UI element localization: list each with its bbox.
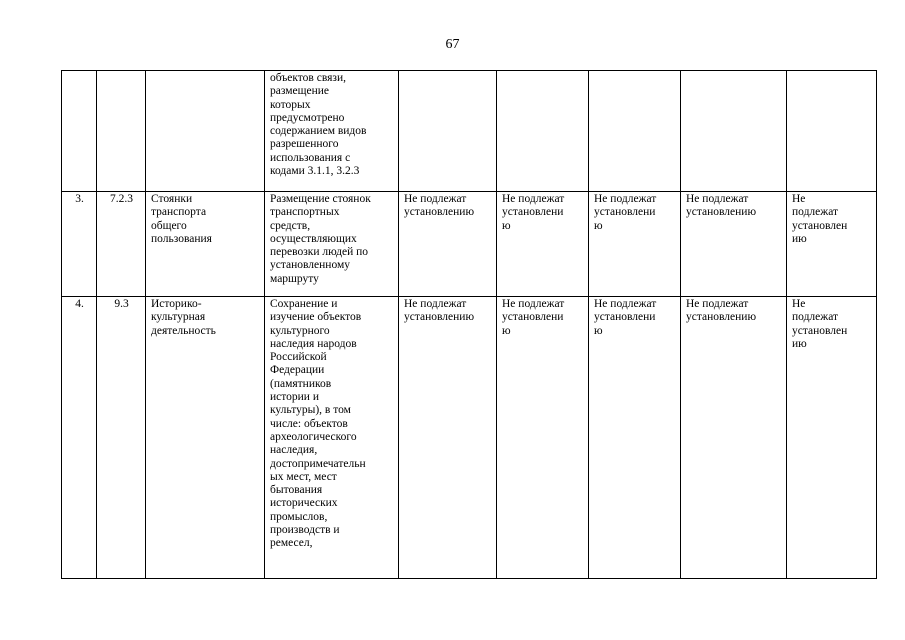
table-row: [62, 297, 877, 579]
parameter-cell: [681, 71, 787, 192]
use-description-cell: Размещение стоянок транспортных средств, осуществляющих перевозки людей по установленному маршруту: [265, 192, 399, 297]
regulations-table: [61, 70, 877, 579]
parameter-cell: [497, 71, 589, 192]
code-cell: 9.3: [97, 297, 146, 579]
parameter-cell: [787, 71, 877, 192]
use-name-cell: Стоянки транспорта общего пользования: [146, 192, 265, 297]
parameter-cell: Не подлежат установлению: [681, 192, 787, 297]
use-name-cell: Историко- культурная деятельность: [146, 297, 265, 579]
parameter-cell: [589, 71, 681, 192]
parameter-cell: Не подлежат установлению: [399, 192, 497, 297]
parameter-cell: Не подлежат установлен ию: [787, 192, 877, 297]
table-row: [62, 192, 877, 297]
code-cell: [97, 71, 146, 192]
parameter-cell: Не подлежат установлению: [681, 297, 787, 579]
row-number-cell: 4.: [62, 297, 97, 579]
table-row: [62, 71, 877, 192]
parameter-cell: Не подлежат установлени ю: [589, 192, 681, 297]
page-number: 67: [445, 37, 460, 52]
parameter-cell: Не подлежат установлени ю: [589, 297, 681, 579]
use-description-cell: Сохранение и изучение объектов культурного наследия народов Российской Федерации (памятников истории и культуры), в том числе: объектов археологического наследия, достопримечательн ых мест, мест бытования исторических промыслов, производств и ремесел,: [265, 297, 399, 579]
parameter-cell: Не подлежат установлению: [399, 297, 497, 579]
use-description-cell: объектов связи, размещение которых предусмотрено содержанием видов разрешенного использования с кодами 3.1.1, 3.2.3: [265, 71, 399, 192]
code-cell: 7.2.3: [97, 192, 146, 297]
parameter-cell: Не подлежат установлени ю: [497, 192, 589, 297]
use-name-cell: [146, 71, 265, 192]
parameter-cell: [399, 71, 497, 192]
parameter-cell: Не подлежат установлен ию: [787, 297, 877, 579]
row-number-cell: 3.: [62, 192, 97, 297]
parameter-cell: Не подлежат установлени ю: [497, 297, 589, 579]
row-number-cell: [62, 71, 97, 192]
